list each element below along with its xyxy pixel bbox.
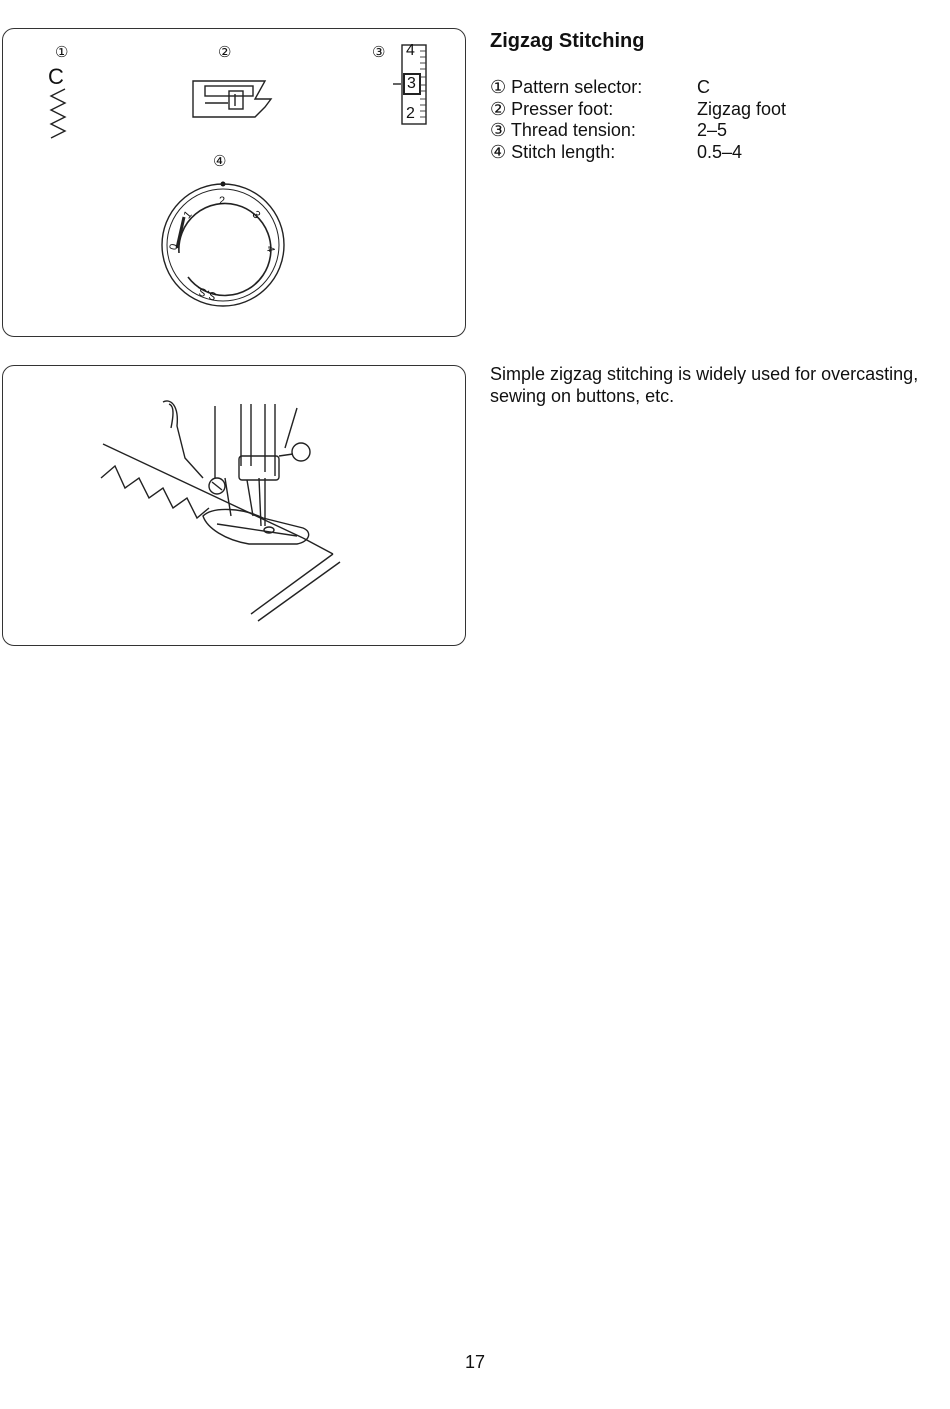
dial-label-2: 2 <box>219 195 226 207</box>
setting-marker: ④ <box>490 141 507 162</box>
tension-mark-2: 2 <box>406 105 415 122</box>
setting-value: 2–5 <box>697 120 728 140</box>
setting-label: Stitch length: <box>511 141 616 162</box>
setting-row-foot <box>490 99 786 121</box>
page-number: 17 <box>464 1352 486 1372</box>
setting-marker: ② <box>490 98 507 119</box>
tension-mark-3: 3 <box>407 75 416 92</box>
setting-value: C <box>697 77 710 97</box>
setting-row-length <box>490 142 786 164</box>
setting-row-tension <box>490 120 786 142</box>
setting-marker: ① <box>490 77 507 97</box>
setting-value: 0.5–4 <box>697 141 743 162</box>
dial-label-4: 4 <box>263 244 277 254</box>
dial-label-3: 3 <box>249 208 263 222</box>
setting-marker: ③ <box>490 120 507 140</box>
dial-label-0: 0 <box>167 242 181 252</box>
sewing-illustration-panel <box>2 365 466 646</box>
dial-label-1: 1 <box>181 208 195 222</box>
page-title: Zigzag Stitching <box>490 30 645 52</box>
stitch-length-dial <box>3 29 467 338</box>
setting-label: Presser foot: <box>511 98 614 119</box>
callout-2: ② <box>218 44 232 61</box>
callout-4: ④ <box>213 153 227 170</box>
dial-label-ss: S.S. <box>194 283 219 303</box>
settings-list <box>490 77 786 163</box>
description-paragraph: Simple zigzag stitching is widely used for overcasting, sewing on buttons, etc. <box>490 364 919 406</box>
pattern-letter: C <box>48 64 64 89</box>
setting-label: Pattern selector: <box>511 77 643 97</box>
presser-foot-sewing-illustration <box>3 366 467 647</box>
tension-mark-4: 4 <box>406 42 415 59</box>
setting-row-pattern <box>490 77 786 99</box>
setting-value: Zigzag foot <box>697 98 787 119</box>
callout-1: ① <box>55 44 69 61</box>
settings-figure-panel <box>2 28 466 337</box>
setting-label: Thread tension: <box>510 120 636 140</box>
callout-3: ③ <box>372 44 386 61</box>
